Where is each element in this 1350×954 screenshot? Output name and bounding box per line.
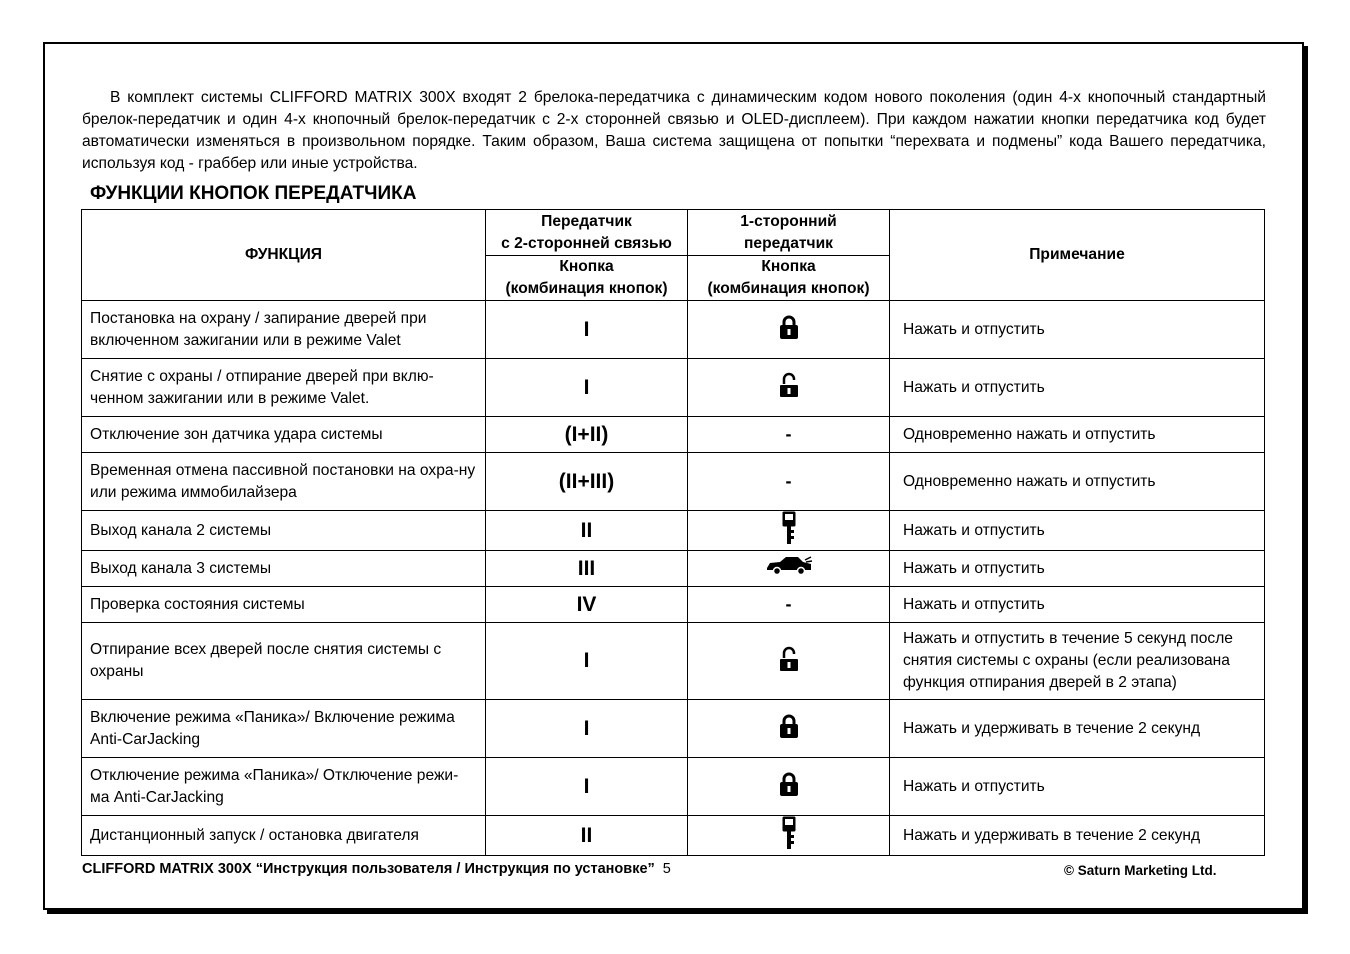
note-cell: Одновременно нажать и отпустить (890, 453, 1265, 511)
header-note: Примечание (890, 210, 1265, 301)
button-combination-cell: I (486, 700, 688, 758)
one-way-button-cell (688, 511, 890, 551)
function-cell: Снятие с охраны / отпирание дверей при вклю-ченном зажигании или в режиме Valet. (82, 359, 486, 417)
one-way-button-cell (688, 551, 890, 587)
header-button-line2: (комбинация кнопок) (505, 280, 668, 297)
functions-table (81, 209, 1265, 856)
car-icon (765, 556, 813, 581)
header-two-way-line1: Передатчик (541, 212, 632, 230)
function-cell: Отключение режима «Паника»/ Отключение режи-ма Anti-CarJacking (82, 758, 486, 816)
not-available-dash: - (785, 424, 792, 444)
function-cell: Выход канала 3 системы (82, 551, 486, 587)
button-combination-cell: III (486, 551, 688, 587)
note-cell: Нажать и отпустить (890, 359, 1265, 417)
key-icon (782, 816, 796, 855)
button-combination-cell: IV (486, 587, 688, 623)
function-cell: Проверка состояния системы (82, 587, 486, 623)
header-button-line1: Кнопка (559, 258, 614, 275)
note-cell: Одновременно нажать и отпустить (890, 417, 1265, 453)
button-combination-cell: II (486, 511, 688, 551)
function-cell: Постановка на охрану / запирание дверей при включенном зажигании или в режиме Valet (82, 301, 486, 359)
button-combination-cell: (I+II) (486, 417, 688, 453)
header-button-line2: (комбинация кнопок) (707, 280, 870, 297)
table-row (82, 623, 1265, 700)
function-cell: Отпирание всех дверей после снятия системы с охраны (82, 623, 486, 700)
page-number: 5 (662, 861, 671, 877)
intro-paragraph: В комплект системы CLIFFORD MATRIX 300X входят 2 брелока-передатчика с динамическим кодом нового поколения (один 4-х кнопочный стандартный брелок-передатчик и один 4-х кнопочный брелок-передатчик с 2-х сторонней связью и OLED-дисплеем). При каждом нажатии кнопки передатчика код будет автоматически изменяться в произвольном порядке. Таким образом, Ваша система защищена от попытки “перехвата и подмены” кода Вашего передатчика, используя код - граббер или иные устройства. (82, 89, 1266, 172)
note-cell: Нажать и отпустить в течение 5 секунд после снятия системы с охраны (если реализована функция отпирания дверей в 2 этапа) (890, 623, 1265, 700)
button-combination-cell: I (486, 359, 688, 417)
one-way-button-cell (688, 816, 890, 856)
note-cell: Нажать и отпустить (890, 551, 1265, 587)
button-combination-cell: I (486, 623, 688, 700)
header-one-way-line1: 1-сторонний (740, 212, 837, 230)
table-row (82, 551, 1265, 587)
lock-open-icon (779, 646, 799, 677)
table-row (82, 511, 1265, 551)
note-cell: Нажать и отпустить (890, 758, 1265, 816)
one-way-button-cell (688, 453, 890, 511)
one-way-button-cell (688, 417, 890, 453)
table-row (82, 587, 1265, 623)
table-row (82, 453, 1265, 511)
function-cell: Выход канала 2 системы (82, 511, 486, 551)
footer-copyright: © Saturn Marketing Ltd. (1064, 863, 1217, 878)
function-cell: Включение режима «Паника»/ Включение режима Anti-CarJacking (82, 700, 486, 758)
table-row (82, 700, 1265, 758)
one-way-button-cell (688, 587, 890, 623)
not-available-dash: - (785, 471, 792, 491)
one-way-button-cell (688, 700, 890, 758)
lock-open-icon (779, 372, 799, 403)
header-function: ФУНКЦИЯ (82, 210, 486, 301)
button-combination-cell: (II+III) (486, 453, 688, 511)
not-available-dash: - (785, 594, 792, 614)
header-button-two-way (486, 256, 688, 301)
table-row (82, 301, 1265, 359)
lock-closed-icon (779, 314, 799, 345)
key-icon (782, 511, 796, 550)
footer-title-text: CLIFFORD MATRIX 300X “Инструкция пользователя / Инструкция по установке” (82, 861, 655, 877)
table-row (82, 816, 1265, 856)
header-button-one-way (688, 256, 890, 301)
section-title: ФУНКЦИИ КНОПОК ПЕРЕДАТЧИКА (90, 183, 417, 204)
one-way-button-cell (688, 758, 890, 816)
button-combination-cell: I (486, 301, 688, 359)
table-row (82, 417, 1265, 453)
note-cell: Нажать и отпустить (890, 511, 1265, 551)
button-combination-cell: II (486, 816, 688, 856)
lock-closed-icon (779, 771, 799, 802)
header-one-way (688, 210, 890, 256)
table-row (82, 359, 1265, 417)
note-cell: Нажать и отпустить (890, 301, 1265, 359)
note-cell: Нажать и удерживать в течение 2 секунд (890, 700, 1265, 758)
footer-title (82, 861, 671, 877)
header-two-way (486, 210, 688, 256)
note-cell: Нажать и удерживать в течение 2 секунд (890, 816, 1265, 856)
note-cell: Нажать и отпустить (890, 587, 1265, 623)
function-cell: Дистанционный запуск / остановка двигателя (82, 816, 486, 856)
header-two-way-line2: с 2-сторонней связью (501, 234, 672, 252)
one-way-button-cell (688, 301, 890, 359)
header-one-way-line2: передатчик (744, 234, 833, 252)
function-cell: Временная отмена пассивной постановки на охра-ну или режима иммобилайзера (82, 453, 486, 511)
lock-closed-icon (779, 713, 799, 744)
function-cell: Отключение зон датчика удара системы (82, 417, 486, 453)
header-button-line1: Кнопка (761, 258, 816, 275)
table-row (82, 758, 1265, 816)
one-way-button-cell (688, 623, 890, 700)
button-combination-cell: I (486, 758, 688, 816)
one-way-button-cell (688, 359, 890, 417)
